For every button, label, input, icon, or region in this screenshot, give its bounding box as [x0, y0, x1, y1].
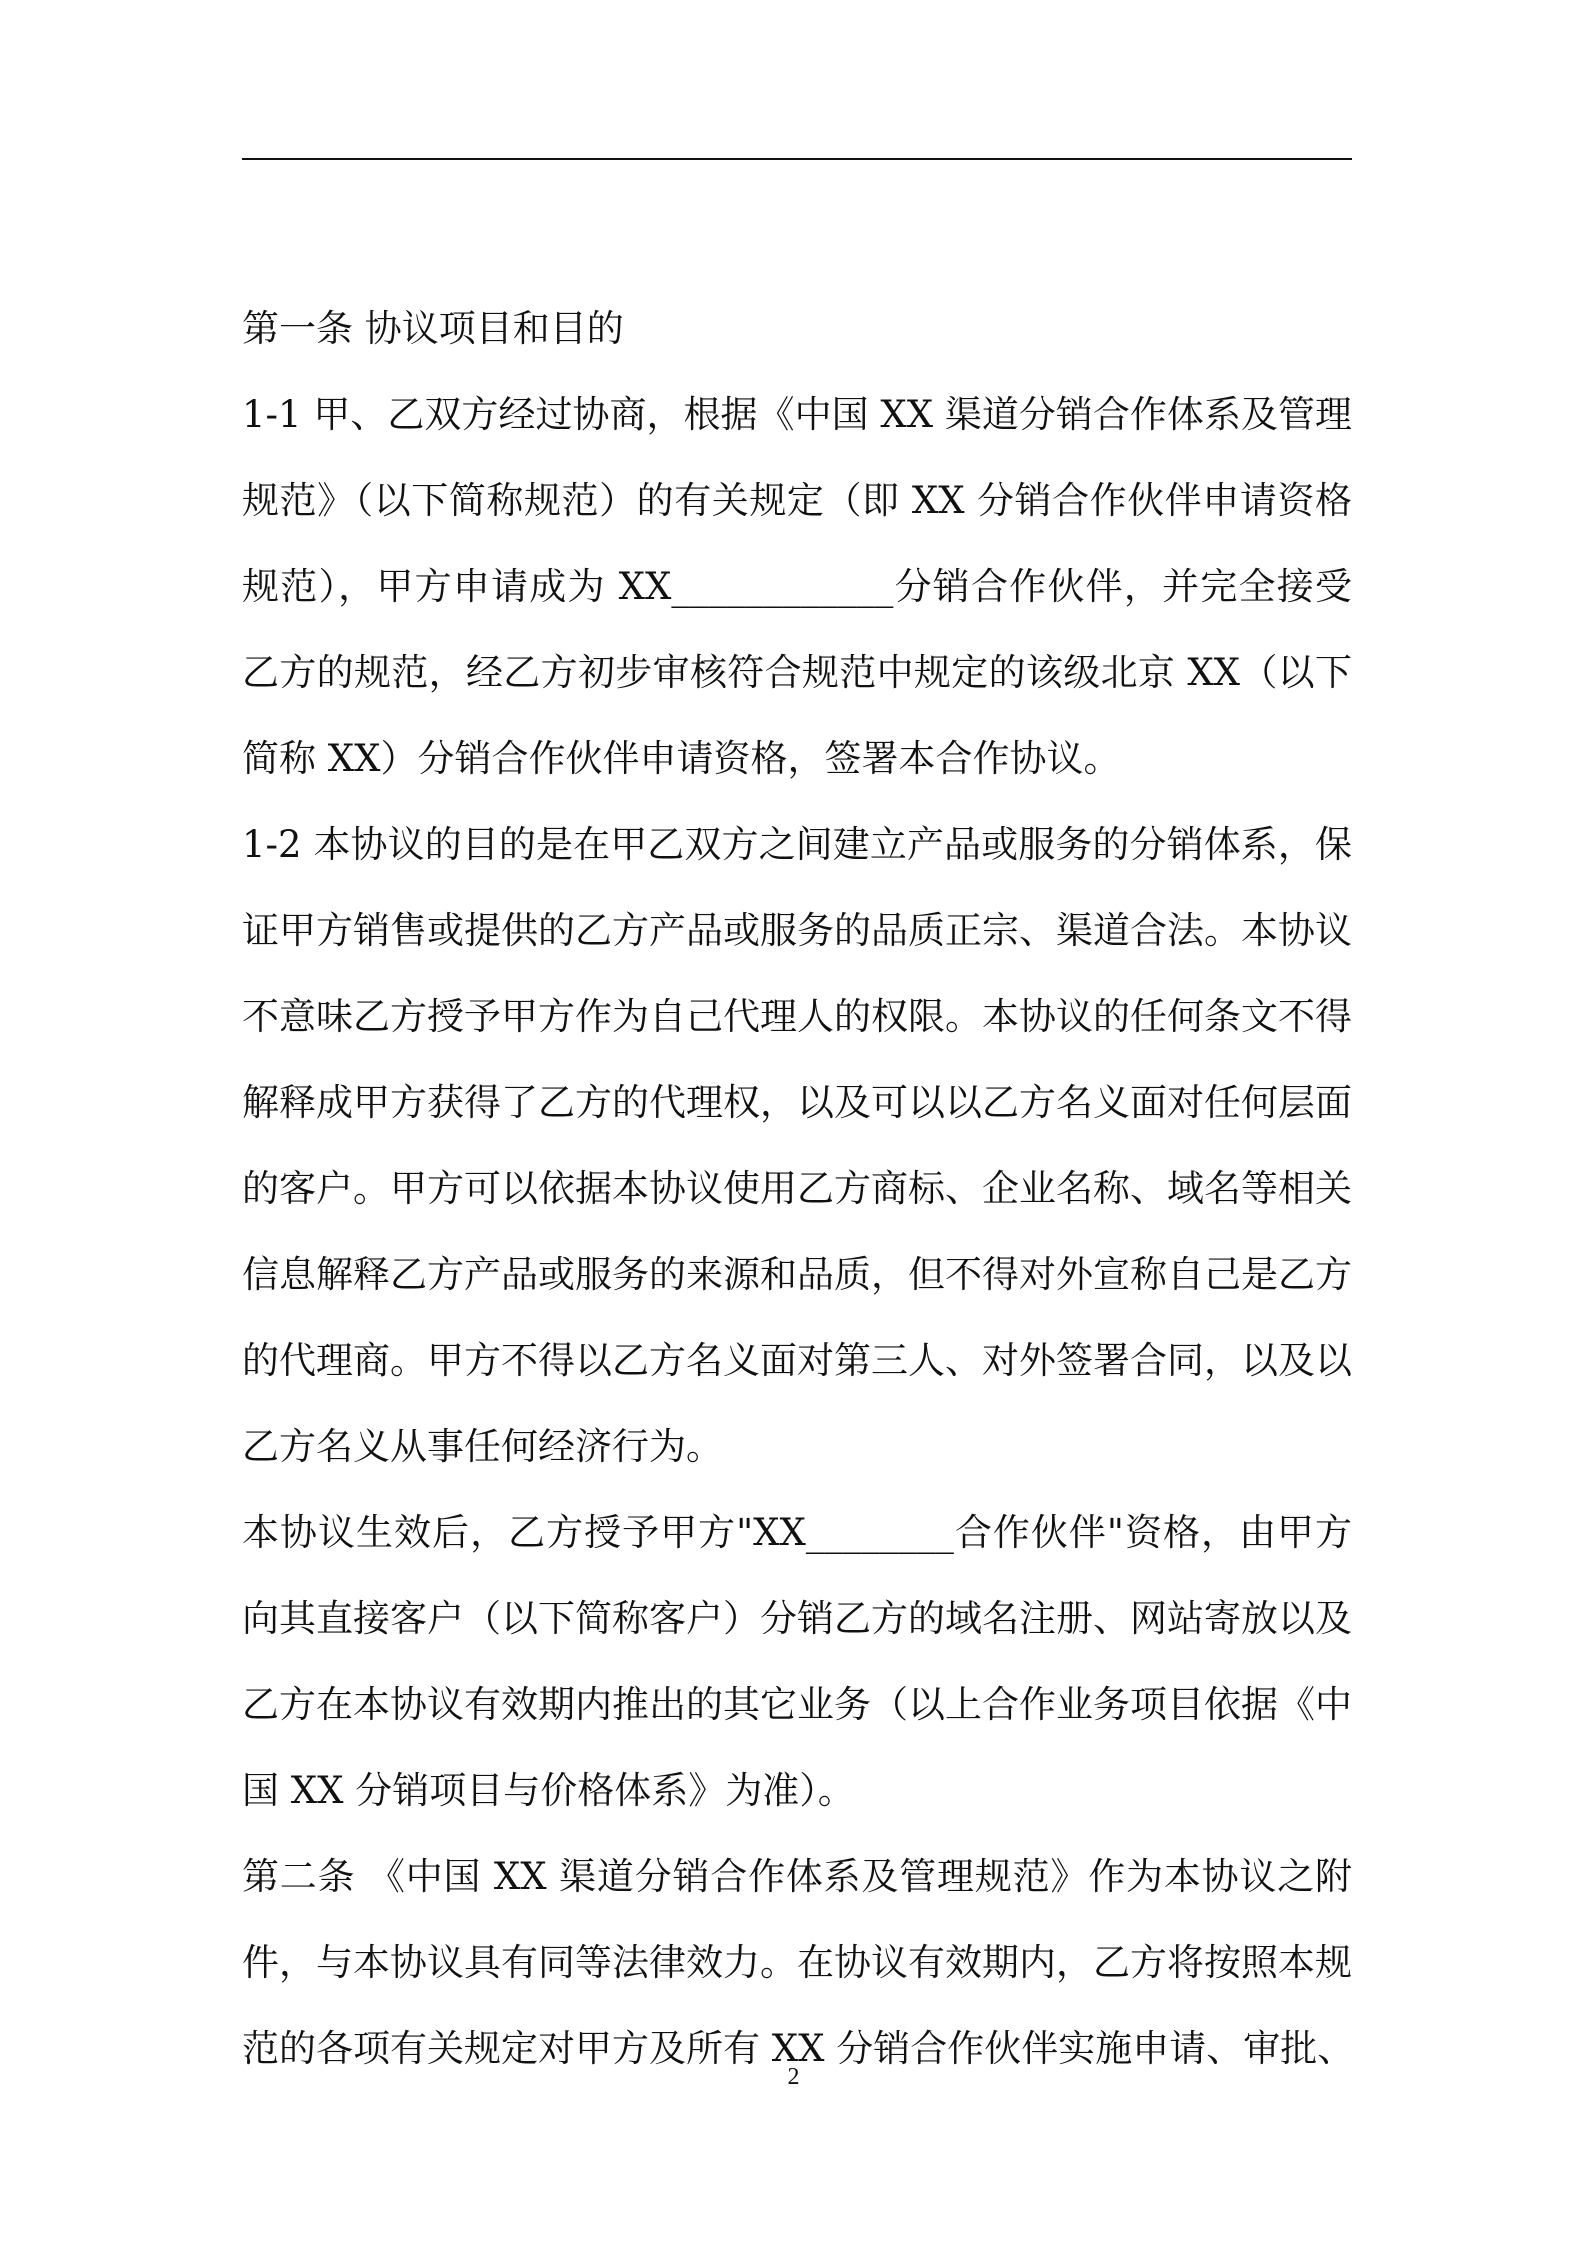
clause-1-1-line-5: 简称 XX）分销合作伙伴申请资格，签署本合作协议。 — [242, 737, 1121, 780]
clause-1-2-line-6: 信息解释乙方产品或服务的来源和品质，但不得对外宣称自己是乙方 — [242, 1253, 1352, 1296]
grant-line-4: 国 XX 分销项目与价格体系》为准）。 — [242, 1769, 855, 1812]
article-1-title: 第一条 协议项目和目的 — [242, 307, 624, 350]
header-rule — [242, 158, 1352, 160]
article-2-line-1: 第二条 《中国 XX 渠道分销合作体系及管理规范》作为本协议之附 — [242, 1855, 1352, 1898]
clause-1-2-line-8: 乙方名义从事任何经济行为。 — [242, 1425, 723, 1468]
grant-line-2: 向其直接客户（以下简称客户）分销乙方的域名注册、网站寄放以及 — [242, 1597, 1352, 1640]
clause-1-1-line-2: 规范》（以下简称规范）的有关规定（即 XX 分销合作伙伴申请资格 — [242, 479, 1352, 522]
clause-1-1-line-1: 1-1 甲、乙双方经过协商，根据《中国 XX 渠道分销合作体系及管理 — [242, 393, 1352, 436]
clause-1-1-line-3: 规范），甲方申请成为 XX____________分销合作伙伴，并完全接受 — [242, 565, 1352, 608]
clause-1-2-line-3: 不意味乙方授予甲方作为自己代理人的权限。本协议的任何条文不得 — [242, 995, 1352, 1038]
grant-line-1: 本协议生效后，乙方授予甲方"XX________合作伙伴"资格，由甲方 — [242, 1511, 1352, 1554]
document-body — [242, 286, 1355, 2092]
clause-1-2-line-4: 解释成甲方获得了乙方的代理权，以及可以以乙方名义面对任何层面 — [242, 1081, 1352, 1124]
clause-1-2-line-1: 1-2 本协议的目的是在甲乙双方之间建立产品或服务的分销体系，保 — [242, 823, 1352, 866]
grant-line-3: 乙方在本协议有效期内推出的其它业务（以上合作业务项目依据《中 — [242, 1683, 1352, 1726]
clause-1-1-line-4: 乙方的规范，经乙方初步审核符合规范中规定的该级北京 XX（以下 — [242, 651, 1352, 694]
clause-1-2-line-7: 的代理商。甲方不得以乙方名义面对第三人、对外签署合同，以及以 — [242, 1339, 1352, 1382]
clause-1-2-line-5: 的客户。甲方可以依据本协议使用乙方商标、企业名称、域名等相关 — [242, 1167, 1352, 1210]
page-number: 2 — [787, 2064, 800, 2090]
article-2-line-3: 范的各项有关规定对甲方及所有 XX 分销合作伙伴实施申请、审批、 — [242, 2027, 1355, 2070]
article-2-line-2: 件，与本协议具有同等法律效力。在协议有效期内，乙方将按照本规 — [242, 1941, 1352, 1984]
clause-1-2-line-2: 证甲方销售或提供的乙方产品或服务的品质正宗、渠道合法。本协议 — [242, 909, 1352, 952]
